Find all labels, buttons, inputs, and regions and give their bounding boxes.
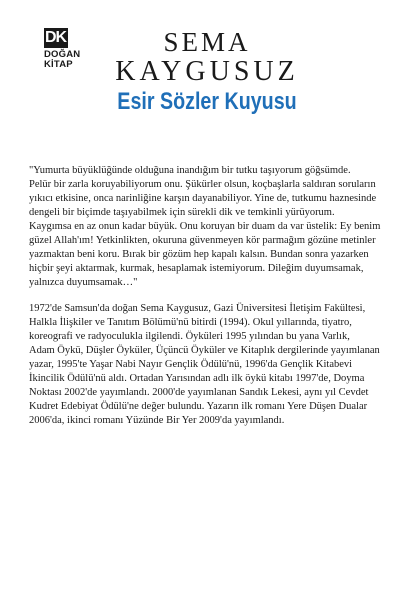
quote-line: Kaygımsa en az onun kadar büyük. Onu koruyan bir duam da var üstelik: Ey benim xyxy=(29,221,381,232)
bio-line: 1972'de Samsun'da doğan Sema Kaygusuz, Gazi Üniversitesi İletişim Fakültesi, xyxy=(29,303,366,314)
quote-line: güzel Allah'ım! Yetkinlikten, okuruna güvenmeyen kör parmağım gözüne metinler xyxy=(29,235,376,246)
dk-logo-letters: DK xyxy=(45,29,67,46)
bio-line: koreografi ve radyoculukla ilgilendi. Öyküleri 1995 yılından bu yana Varlık, xyxy=(29,331,350,342)
book-title: Esir Sözler Kuyusu xyxy=(117,88,297,115)
quote-line: yıkıcı etkisine, onca narinliğine karşın dayanabiliyor. Yine de, tutkumu haznesinde xyxy=(29,193,377,204)
publisher-name-line2: KİTAP xyxy=(44,59,73,70)
bio-line: Halkla İlişkiler ve Tanıtım Bölümü'nü bitirdi (1994). Okul yıllarında, tiyatro, xyxy=(29,317,352,328)
bio-line: Noktası 2002'de yayımlandı. 2000'de yayımlanan Sandık Lekesi, aynı yıl Cevdet xyxy=(29,387,369,398)
quote-line: yazmaktan beni koru. Bırak bir gözüm hep kapalı kalsın. Bundan sonra yazarken xyxy=(29,249,369,260)
bio-line: İkincilik Ödülü'nü aldı. Ortadan Yarısından adlı ilk öykü kitabı 1997'de, Doyma xyxy=(29,373,365,384)
publisher-name-line1: DOĞAN xyxy=(44,49,81,60)
author-first-name: SEMA xyxy=(163,27,251,57)
quote-line: hiçbir şeyi aktarmak, kurmak, hesaplamak istemiyorum. Dileğim duyumsamak, xyxy=(29,263,364,274)
author-biography xyxy=(29,302,389,428)
author-quote xyxy=(29,164,389,290)
bio-line: Adam Öykü, Düşler Öyküler, Üçüncü Öyküler ve Kitaplık dergilerinde yayımlanan xyxy=(29,345,380,356)
bio-line: Kudret Edebiyat Ödülü'ne değer bulundu. Yazarın ilk romanı Yere Düşen Dualar xyxy=(29,401,368,412)
author-last-name: KAYGUSUZ xyxy=(115,56,299,87)
quote-line: Pelür bir zarla koruyabiliyorum onu. Şükürler olsun, koçbaşlarla saldıran soruların xyxy=(29,179,376,190)
bio-line: 2006'da, ikinci romanı Yüzünde Bir Yer 2009'da yayımlandı. xyxy=(29,415,285,426)
quote-line: dengeli bir biçimde taşıyabilmek için sürekli dik ve temkinli yürüyorum. xyxy=(29,207,335,218)
quote-line: yalnızca duyumsamak…" xyxy=(29,277,138,288)
bio-line: yazar, 1995'te Yaşar Nabi Nayır Gençlik Ödülü'nü, 1996'da Gençlik Kitabevi xyxy=(29,359,353,370)
quote-line: "Yumurta büyüklüğünde olduğuna inandığım bir tutku taşıyorum göğsümde. xyxy=(29,165,351,176)
